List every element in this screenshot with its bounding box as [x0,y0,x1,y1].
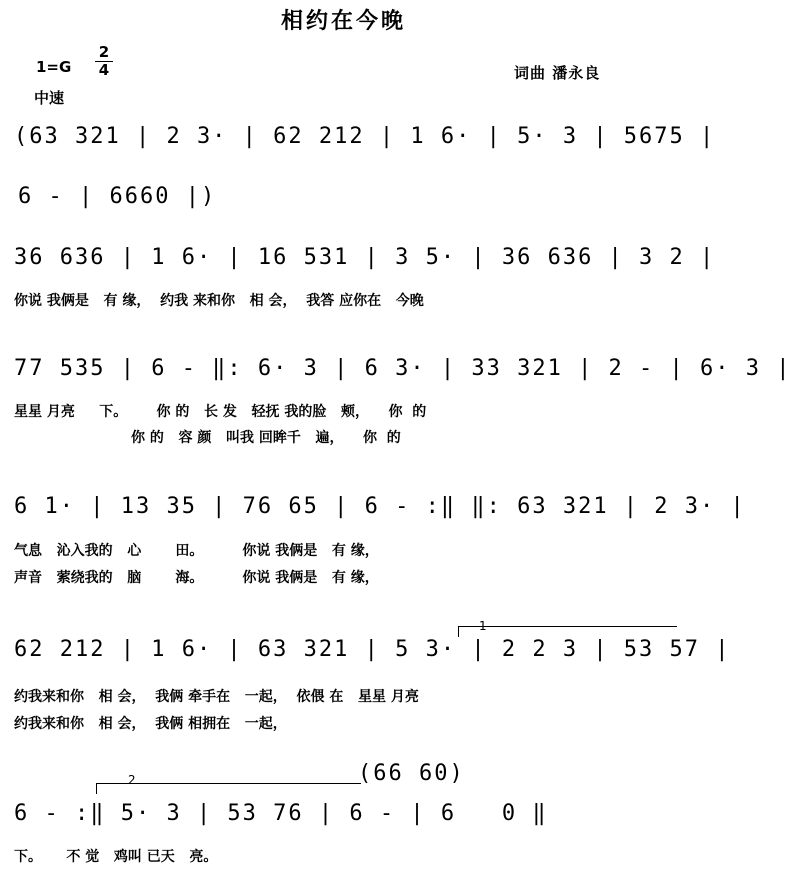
notation-line: 6 - | 6660 |) [18,184,217,209]
lyric-line-5 [0,567,687,589]
lyric-text: 星星 月亮 下。 你 的 长 发 轻抚 我的脸 颊， 你 的 [14,404,427,420]
time-signature [95,44,113,79]
author-credit: 词曲 潘永良 [514,64,601,82]
notation-row-8 [0,800,687,840]
lyric-line-3 [0,427,687,449]
notation-line: 36 636 | 1 6· | 16 531 | 3 5· | 36 636 | 3 2 | [14,245,716,270]
notation-row-1 [0,123,716,163]
first-ending-number: 1 [479,619,487,633]
notation-row-2 [0,183,687,223]
notation-row-3 [0,244,716,284]
notation-row-4 [0,355,792,395]
notation-line: (63 321 | 2 3· | 62 212 | 1 6· | 5· 3 | 5675 | [14,124,716,149]
notation-row-6 [0,636,731,676]
lyric-line-4 [0,540,687,562]
lyric-line-2 [0,401,687,423]
lyric-text: 约我来和你 相 会， 我俩 牵手在 一起， 依偎 在 星星 月亮 [14,689,419,705]
notation-row-7 [0,760,687,800]
song-title: 相约在今晚 [280,8,406,34]
lyric-line-7 [0,713,687,735]
lyric-text: 你 的 容 颜 叫我 回眸千 遍， 你 的 [14,430,401,446]
lyric-text: 声音 萦绕我的 脑 海。 你说 我俩是 有 缘， [14,570,379,586]
lyric-line-8 [0,846,687,868]
lyric-line-1 [0,290,687,312]
lyric-text: 气息 沁入我的 心 田。 你说 我俩是 有 缘， [14,543,379,559]
lyric-text: 下。 不 觉 鸡叫 已天 亮。 [14,849,218,865]
second-ending-bracket [96,783,361,794]
lyric-line-6 [0,686,687,708]
lyric-text: 约我来和你 相 会， 我俩 相拥在 一起， [14,716,287,732]
notation-line: 77 535 | 6 - ‖: 6· 3 | 6 3· | 33 321 | 2 - | 6· 3 | [14,356,792,381]
key-signature: 1=G [36,58,72,76]
meter-top: 2 [95,44,113,62]
notation-line: 62 212 | 1 6· | 63 321 | 5 3· | 2 2 3 | 53 57 | [14,637,731,662]
notation-line: 6 1· | 13 35 | 76 65 | 6 - :‖ ‖: 63 321 | 2 3· | [14,494,746,519]
meter-bottom: 4 [98,61,110,79]
notation-line: (66 60) [358,761,465,786]
tempo-marking: 中速 [34,89,65,107]
lyric-text: 你说 我俩是 有 缘， 约我 来和你 相 会， 我答 应你在 今晚 [14,293,424,309]
second-ending-number: 2 [128,773,136,787]
notation-row-5 [0,493,746,533]
notation-line: 6 - :‖ 5· 3 | 53 76 | 6 - | 6 0 ‖ [14,801,548,826]
